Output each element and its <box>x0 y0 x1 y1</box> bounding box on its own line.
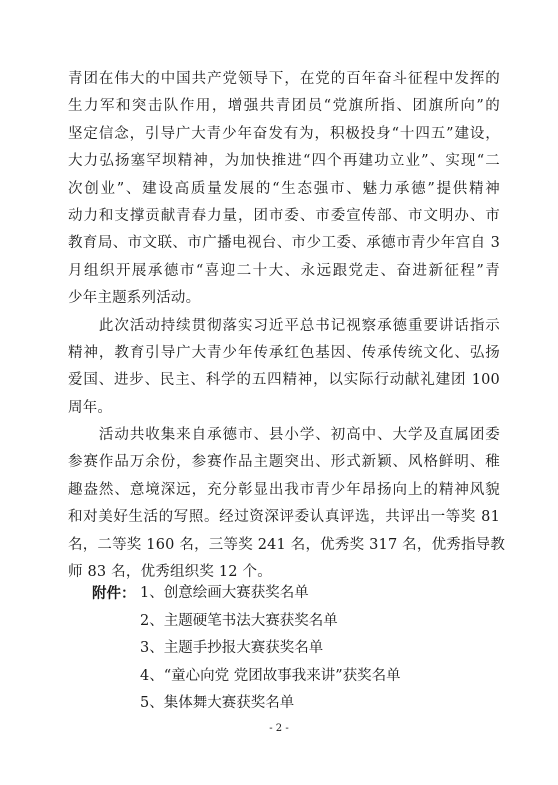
text-line: 爱国、进步、民主、科学的五四精神，以实际行动献礼建团 100 <box>68 372 500 389</box>
text-line: 青团在伟大的中国共产党领导下，在党的百年奋斗征程中发挥的 <box>68 71 500 87</box>
attachment-item: 3、主题手抄报大赛获奖名单 <box>140 640 324 657</box>
text-line: 和对美好生活的写照。经过资深评委认真评选，共评出一等奖 81 <box>68 509 500 526</box>
text-line: 精神，教育引导广大青少年传承红色基因、传承传统文化、弘扬 <box>68 344 500 361</box>
attachment-row <box>68 635 500 663</box>
attachment-item: 5、集体舞大赛获奖名单 <box>140 695 295 712</box>
attachments-list <box>68 580 500 718</box>
text-line: 趣盎然、意境深远，充分彰显出我市青少年昂扬向上的精神风貌 <box>68 481 500 498</box>
text-line: 活动共收集来自承德市、县小学、初高中、大学及直属团委 <box>68 427 500 444</box>
attachment-row <box>68 580 500 608</box>
text-line: 周年。 <box>68 399 113 416</box>
text-line: 坚定信念，引导广大青少年奋发有为，积极投身“十四五”建设， <box>68 125 500 142</box>
attachment-row <box>68 608 500 636</box>
text-line: 少年主题系列活动。 <box>68 290 201 307</box>
body-text <box>68 66 506 586</box>
attachment-item: 4、“童心向党 党团故事我来讲”获奖名单 <box>140 667 401 684</box>
attachments-label: 附件： <box>92 585 136 602</box>
text-line: 此次活动持续贯彻落实习近平总书记视察承德重要讲话指示 <box>68 317 500 334</box>
text-line: 教育局、市文联、市广播电视台、市少工委、承德市青少年宫自 3 <box>68 235 500 252</box>
page-number: - 2 - <box>269 723 289 734</box>
text-line: 大力弘扬塞罕坝精神，为加快推进“四个再建功立业”、实现“二 <box>68 153 500 170</box>
text-line: 月组织开展承德市“喜迎二十大、永远跟党走、奋进新征程”青 <box>68 262 500 279</box>
text-line: 参赛作品万余份，参赛作品主题突出、形式新颖、风格鲜明、稚 <box>68 454 500 471</box>
text-line: 次创业”、建设高质量发展的“生态强市、魅力承德”提供精神 <box>68 180 500 197</box>
text-line: 师 83 名，优秀组织奖 12 个。 <box>68 564 272 581</box>
text-line: 生力军和突击队作用，增强共青团员“党旗所指、团旗所向”的 <box>68 98 500 115</box>
attachment-row <box>68 663 500 691</box>
attachment-item: 1、创意绘画大赛获奖名单 <box>140 585 309 601</box>
attachment-row <box>68 690 500 718</box>
text-line: 动力和支撑贡献青春力量，团市委、市委宣传部、市文明办、市 <box>68 207 500 224</box>
attachment-item: 2、主题硬笔书法大赛获奖名单 <box>140 612 338 629</box>
text-line: 名，二等奖 160 名，三等奖 241 名，优秀奖 317 名，优秀指导教 <box>68 536 506 553</box>
